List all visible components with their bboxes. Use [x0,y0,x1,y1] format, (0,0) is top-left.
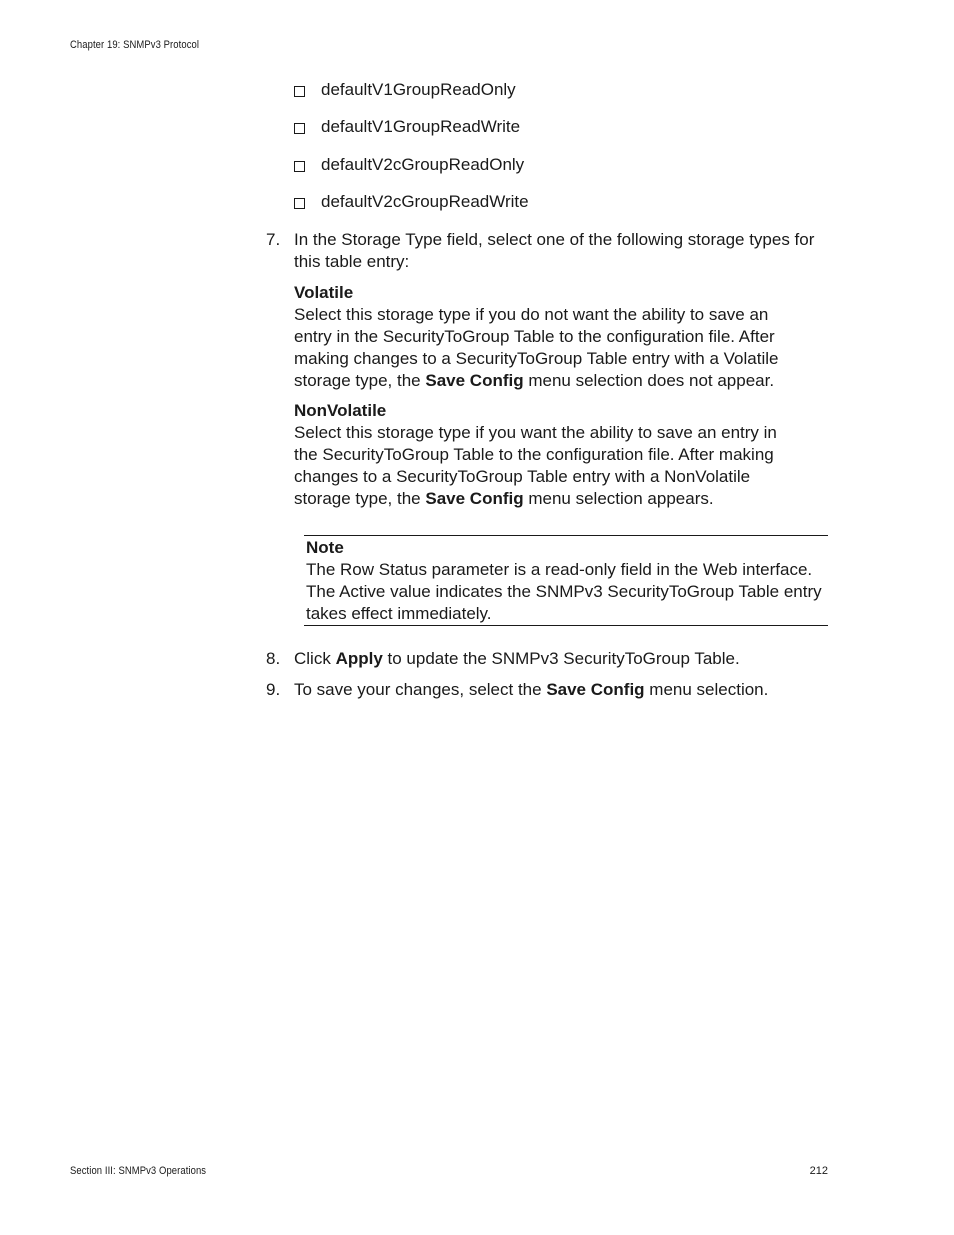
list-item-label: defaultV2cGroupReadOnly [321,155,525,174]
volatile-definition [294,282,804,392]
step-text-end: menu selection. [644,680,769,699]
note-text: The Row Status parameter is a read-only field in the Web interface. The Active value indicates the SNMPv3 SecurityToGroup Table entry takes effect immediately. [306,560,822,623]
step-number: 9. [266,680,281,699]
list-item-label: defaultV1GroupReadWrite [321,117,521,136]
list-item [294,79,516,101]
step-text-start: Click [294,649,336,668]
running-header: Chapter 19: SNMPv3 Protocol [70,39,200,51]
volatile-description [294,304,804,392]
nonvolatile-text-end: menu selection appears. [523,489,714,508]
apply-term: Apply [335,649,383,668]
running-footer-section: Section III: SNMPv3 Operations [70,1165,207,1177]
checkbox-bullet-icon [294,198,305,209]
list-item [294,191,529,213]
volatile-text-end: menu selection does not appear. [523,371,775,390]
note-box [304,535,828,626]
list-item-label: defaultV1GroupReadOnly [321,80,516,99]
volatile-title: Volatile [294,283,354,302]
nonvolatile-text: Select this storage type if you want the ability to save an entry in the SecurityToGroup Table to the configuration file. After making changes to a SecurityToGroup Table entry with a NonVolatile storage type, the [294,423,777,508]
volatile-text: Select this storage type if you do not want the ability to save an entry in the SecurityToGroup Table to the configuration file. After making changes to a SecurityToGroup Table entry with a Volatile storage type, the [294,305,779,390]
step-text-start: To save your changes, select the [294,680,547,699]
step-number: 7. [266,230,281,249]
list-item [294,154,524,176]
page-number: 212 [809,1165,828,1177]
checkbox-bullet-icon [294,161,305,172]
checkbox-bullet-icon [294,86,305,97]
step-number: 8. [266,649,281,668]
list-item [294,116,520,138]
step-text [294,648,831,670]
save-config-term: Save Config [546,680,645,699]
list-item-label: defaultV2cGroupReadWrite [321,192,529,211]
note-title: Note [306,538,344,557]
save-config-term: Save Config [425,489,524,508]
nonvolatile-description [294,422,804,510]
step-text-end: to update the SNMPv3 SecurityToGroup Table. [382,649,740,668]
checkbox-bullet-icon [294,123,305,134]
nonvolatile-title: NonVolatile [294,401,387,420]
nonvolatile-definition [294,400,804,510]
step-text [294,679,831,701]
save-config-term: Save Config [425,371,524,390]
step-text: In the Storage Type field, select one of the following storage types for this table entry: [294,230,815,271]
